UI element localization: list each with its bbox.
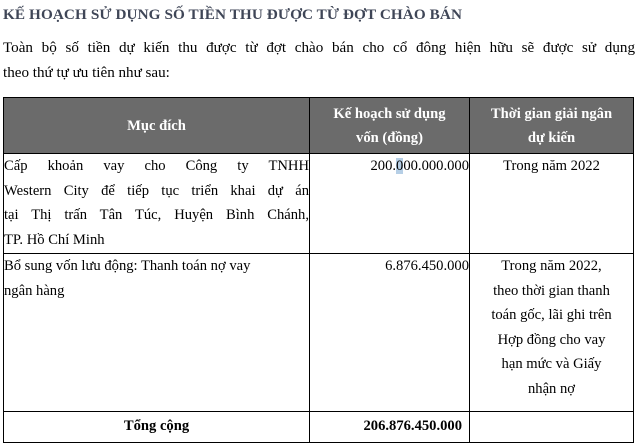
amount-suffix: 00.000.000: [403, 158, 469, 174]
column-header-amount: [310, 98, 470, 154]
time-line: nhận nợ: [527, 380, 576, 397]
purpose-line: tại Thị trấn Tân Túc, Huyện Bình Chánh,: [4, 207, 309, 223]
column-header-time-line-1: Thời gian giải ngân: [490, 105, 613, 122]
time-line: Trong năm 2022,: [501, 258, 602, 274]
amount-selected-char: 0: [396, 158, 404, 174]
cell-purpose-row-2: [4, 254, 310, 412]
column-header-purpose: Mục đích: [4, 98, 310, 154]
intro-paragraph: [3, 36, 635, 86]
time-line: theo thời gian thanh: [493, 282, 610, 299]
time-line: Trong năm 2022: [503, 158, 600, 174]
purpose-line: ngân hàng: [4, 282, 65, 299]
time-line: toán gốc, lãi ghi trên: [491, 307, 612, 323]
page-title: KẾ HOẠCH SỬ DỤNG SỐ TIỀN THU ĐƯỢC TỪ ĐỢT CHÀO BÁN: [3, 6, 463, 23]
time-line: hạn mức và Giấy: [501, 356, 602, 372]
cell-amount-row-2: 6.876.450.000: [310, 254, 470, 412]
cell-amount-row-1: [310, 154, 470, 254]
purpose-line: Cấp khoản vay cho Công ty TNHH: [4, 158, 309, 174]
amount-prefix: 200.: [370, 158, 397, 174]
purpose-line: TP. Hồ Chí Minh: [4, 231, 105, 248]
total-time-empty: [470, 412, 634, 443]
purpose-line: Bổ sung vốn lưu động: Thanh toán nợ vay: [4, 258, 251, 274]
column-header-amount-line-2: vốn (đồng): [356, 129, 423, 146]
purpose-line: Western City để tiếp tục triển khai dự án: [4, 182, 309, 199]
intro-line-1: Toàn bộ số tiền dự kiến thu được từ đợt chào bán cho cổ đông hiện hữu sẽ được sử dụng: [3, 40, 635, 56]
fund-usage-table: [3, 97, 634, 443]
table-row: [4, 154, 634, 254]
time-line: Hợp đồng cho vay: [497, 331, 606, 348]
table-row: [4, 254, 634, 412]
cell-time-row-1: [470, 154, 634, 254]
total-amount: 206.876.450.000: [310, 412, 470, 443]
cell-time-row-2: [470, 254, 634, 412]
table-header-row: [4, 98, 634, 154]
total-label: Tổng cộng: [4, 412, 310, 443]
cell-purpose-row-1: [4, 154, 310, 254]
column-header-time: [470, 98, 634, 154]
column-header-amount-line-1: Kế hoạch sử dụng: [333, 105, 446, 122]
table-total-row: [4, 412, 634, 443]
intro-line-2: theo thứ tự ưu tiên như sau:: [3, 65, 170, 81]
column-header-time-line-2: dự kiến: [527, 129, 576, 146]
